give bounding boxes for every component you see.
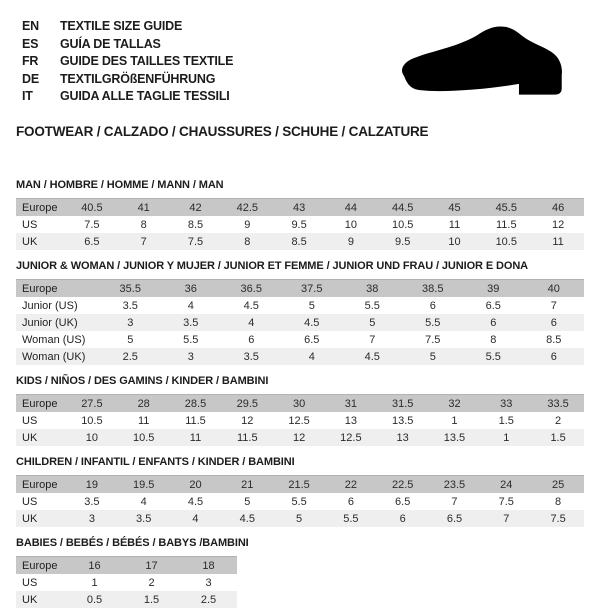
size-cell: 7.5 [403, 331, 464, 348]
size-cell: 24 [480, 476, 532, 494]
size-cell: 0.5 [66, 591, 123, 608]
size-cell: 4 [161, 297, 222, 314]
row-label: Junior (US) [16, 297, 100, 314]
language-label: TEXTILE SIZE GUIDE [60, 19, 183, 33]
row-label: Europe [16, 280, 100, 298]
size-cell: 23.5 [429, 476, 481, 494]
row-label: UK [16, 510, 66, 527]
size-cell: 38.5 [403, 280, 464, 298]
size-cell: 5 [100, 331, 161, 348]
size-cell: 4.5 [282, 314, 343, 331]
size-cell: 32 [429, 395, 481, 413]
size-cell: 30 [273, 395, 325, 413]
row-label: Woman (UK) [16, 348, 100, 365]
language-code: FR [22, 54, 39, 68]
table-row [16, 331, 584, 348]
size-cell: 1.5 [123, 591, 180, 608]
size-cell: 2.5 [180, 591, 237, 608]
size-cell: 44 [325, 199, 377, 217]
size-cell: 18 [180, 557, 237, 575]
size-cell: 21 [221, 476, 273, 494]
size-cell: 5 [342, 314, 403, 331]
size-cell: 4 [170, 510, 222, 527]
table-row [16, 297, 584, 314]
table-row [16, 574, 237, 591]
row-label: Europe [16, 395, 66, 413]
size-cell: 36 [161, 280, 222, 298]
row-label: Europe [16, 199, 66, 217]
language-code: DE [22, 71, 39, 86]
size-cell: 6.5 [66, 233, 118, 250]
size-cell: 1 [480, 429, 532, 446]
size-cell: 31.5 [377, 395, 429, 413]
size-cell: 29.5 [221, 395, 273, 413]
table-row [16, 412, 584, 429]
size-cell: 6.5 [429, 510, 481, 527]
header-left [16, 16, 233, 106]
size-cell: 28.5 [170, 395, 222, 413]
size-cell: 42 [170, 199, 222, 217]
table-row [16, 348, 584, 365]
size-cell: 7 [342, 331, 403, 348]
size-cell: 10.5 [377, 216, 429, 233]
size-cell: 11.5 [480, 216, 532, 233]
language-row [16, 18, 233, 36]
section-title: MAN / HOMBRE / HOMME / MANN / MAN [16, 179, 224, 191]
size-cell: 3.5 [221, 348, 282, 365]
size-cell: 8.5 [170, 216, 222, 233]
size-cell: 5 [221, 493, 273, 510]
size-cell: 19 [66, 476, 118, 494]
size-cell: 12 [532, 216, 584, 233]
size-cell: 13.5 [377, 412, 429, 429]
size-cell: 7 [429, 493, 481, 510]
size-cell: 3.5 [118, 510, 170, 527]
size-cell: 16 [66, 557, 123, 575]
size-cell: 33 [480, 395, 532, 413]
size-cell: 1 [66, 574, 123, 591]
size-cell: 10 [429, 233, 481, 250]
language-row [16, 71, 233, 89]
size-table [16, 279, 584, 365]
size-cell: 3.5 [66, 493, 118, 510]
size-table [16, 475, 584, 527]
size-cell: 5.5 [325, 510, 377, 527]
size-cell: 5.5 [463, 348, 524, 365]
size-cell: 12.5 [325, 429, 377, 446]
size-cell: 6 [524, 348, 585, 365]
row-label: US [16, 493, 66, 510]
size-cell: 12.5 [273, 412, 325, 429]
table-row [16, 216, 584, 233]
size-cell: 5.5 [273, 493, 325, 510]
language-label: GUIDA ALLE TAGLIE TESSILI [60, 89, 230, 103]
section-title: KIDS / NIÑOS / DES GAMINS / KINDER / BAMBINI [16, 375, 269, 387]
row-label: Europe [16, 557, 66, 575]
size-cell: 11 [118, 412, 170, 429]
size-cell: 45.5 [480, 199, 532, 217]
size-table [16, 556, 237, 608]
size-cell: 12 [221, 412, 273, 429]
size-cell: 1.5 [480, 412, 532, 429]
size-cell: 1 [429, 412, 481, 429]
size-cell: 11 [170, 429, 222, 446]
size-cell: 7.5 [480, 493, 532, 510]
size-cell: 10 [325, 216, 377, 233]
size-cell: 13.5 [429, 429, 481, 446]
size-cell: 36.5 [221, 280, 282, 298]
size-cell: 4 [221, 314, 282, 331]
size-cell: 8.5 [273, 233, 325, 250]
table-row [16, 476, 584, 494]
size-cell: 6.5 [463, 297, 524, 314]
size-cell: 7.5 [170, 233, 222, 250]
size-cell: 22 [325, 476, 377, 494]
size-cell: 5.5 [161, 331, 222, 348]
size-cell: 2 [123, 574, 180, 591]
size-cell: 8.5 [524, 331, 585, 348]
section-title: BABIES / BEBÉS / BÉBÉS / BABYS /BAMBINI [16, 537, 249, 549]
size-cell: 44.5 [377, 199, 429, 217]
size-cell: 6 [377, 510, 429, 527]
table-row [16, 233, 584, 250]
size-cell: 9 [221, 216, 273, 233]
size-cell: 4 [118, 493, 170, 510]
size-cell: 40.5 [66, 199, 118, 217]
size-cell: 31 [325, 395, 377, 413]
size-section [16, 456, 584, 527]
size-cell: 10.5 [66, 412, 118, 429]
size-cell: 3.5 [161, 314, 222, 331]
size-cell: 42.5 [221, 199, 273, 217]
table-row [16, 199, 584, 217]
language-row [16, 53, 233, 71]
language-row [16, 36, 233, 54]
size-cell: 17 [123, 557, 180, 575]
size-cell: 33.5 [532, 395, 584, 413]
size-section [16, 537, 584, 608]
size-cell: 8 [532, 493, 584, 510]
size-cell: 3 [161, 348, 222, 365]
size-cell: 7.5 [66, 216, 118, 233]
table-row [16, 280, 584, 298]
size-cell: 25 [532, 476, 584, 494]
size-cell: 4.5 [221, 297, 282, 314]
size-cell: 3 [66, 510, 118, 527]
table-row [16, 429, 584, 446]
language-code: ES [22, 36, 39, 51]
size-section [16, 260, 584, 365]
size-table [16, 198, 584, 250]
language-row [16, 88, 233, 106]
size-cell: 13 [325, 412, 377, 429]
size-cell: 8 [118, 216, 170, 233]
size-cell: 4 [282, 348, 343, 365]
language-label: TEXTILGRÖßENFÜHRUNG [60, 71, 216, 86]
size-cell: 9.5 [273, 216, 325, 233]
shoe-illustration [388, 24, 584, 115]
size-cell: 28 [118, 395, 170, 413]
size-tables [16, 179, 584, 608]
size-cell: 45 [429, 199, 481, 217]
size-cell: 2.5 [100, 348, 161, 365]
size-cell: 13 [377, 429, 429, 446]
size-cell: 5.5 [342, 297, 403, 314]
language-code: IT [22, 89, 33, 103]
size-cell: 6 [463, 314, 524, 331]
size-cell: 27.5 [66, 395, 118, 413]
size-cell: 10.5 [480, 233, 532, 250]
table-row [16, 557, 237, 575]
size-cell: 7 [480, 510, 532, 527]
size-cell: 19.5 [118, 476, 170, 494]
size-cell: 6 [524, 314, 585, 331]
page-header [16, 16, 584, 115]
size-cell: 11.5 [170, 412, 222, 429]
size-cell: 5 [403, 348, 464, 365]
row-label: Europe [16, 476, 66, 494]
size-cell: 11.5 [221, 429, 273, 446]
table-row [16, 493, 584, 510]
size-cell: 7 [118, 233, 170, 250]
size-cell: 9.5 [377, 233, 429, 250]
size-cell: 10.5 [118, 429, 170, 446]
language-code: EN [22, 19, 39, 33]
size-cell: 5.5 [403, 314, 464, 331]
size-cell: 35.5 [100, 280, 161, 298]
size-cell: 10 [66, 429, 118, 446]
size-cell: 7 [524, 297, 585, 314]
size-cell: 39 [463, 280, 524, 298]
size-table [16, 394, 584, 446]
size-cell: 2 [532, 412, 584, 429]
section-title: CHILDREN / INFANTIL / ENFANTS / KINDER / BAMBINI [16, 456, 295, 468]
size-cell: 43 [273, 199, 325, 217]
size-cell: 5 [282, 297, 343, 314]
size-section [16, 179, 584, 250]
size-cell: 11 [429, 216, 481, 233]
size-cell: 4.5 [221, 510, 273, 527]
size-section [16, 375, 584, 446]
size-cell: 9 [325, 233, 377, 250]
shoe-icon [388, 24, 584, 110]
row-label: US [16, 412, 66, 429]
table-row [16, 395, 584, 413]
size-cell: 38 [342, 280, 403, 298]
row-label: UK [16, 591, 66, 608]
row-label: US [16, 216, 66, 233]
language-label: GUÍA DE TALLAS [60, 36, 161, 51]
row-label: Junior (UK) [16, 314, 100, 331]
size-cell: 6 [403, 297, 464, 314]
size-cell: 6 [325, 493, 377, 510]
size-cell: 3 [180, 574, 237, 591]
size-cell: 46 [532, 199, 584, 217]
row-label: UK [16, 233, 66, 250]
size-cell: 6.5 [282, 331, 343, 348]
size-cell: 37.5 [282, 280, 343, 298]
size-cell: 4.5 [342, 348, 403, 365]
size-cell: 3.5 [100, 297, 161, 314]
size-cell: 11 [532, 233, 584, 250]
size-cell: 40 [524, 280, 585, 298]
size-cell: 12 [273, 429, 325, 446]
size-cell: 8 [221, 233, 273, 250]
row-label: Woman (US) [16, 331, 100, 348]
size-cell: 7.5 [532, 510, 584, 527]
row-label: US [16, 574, 66, 591]
table-row [16, 510, 584, 527]
language-label: GUIDE DES TAILLES TEXTILE [60, 54, 234, 68]
size-cell: 3 [100, 314, 161, 331]
size-cell: 5 [273, 510, 325, 527]
size-cell: 1.5 [532, 429, 584, 446]
size-cell: 8 [463, 331, 524, 348]
size-cell: 20 [170, 476, 222, 494]
category-line: FOOTWEAR / CALZADO / CHAUSSURES / SCHUHE / CALZATURE [16, 124, 429, 139]
size-cell: 4.5 [170, 493, 222, 510]
size-cell: 41 [118, 199, 170, 217]
size-cell: 22.5 [377, 476, 429, 494]
language-list [16, 18, 233, 106]
table-row [16, 314, 584, 331]
row-label: UK [16, 429, 66, 446]
size-cell: 21.5 [273, 476, 325, 494]
size-cell: 6 [221, 331, 282, 348]
section-title: JUNIOR & WOMAN / JUNIOR Y MUJER / JUNIOR ET FEMME / JUNIOR UND FRAU / JUNIOR E DONA [16, 260, 529, 272]
size-cell: 6.5 [377, 493, 429, 510]
